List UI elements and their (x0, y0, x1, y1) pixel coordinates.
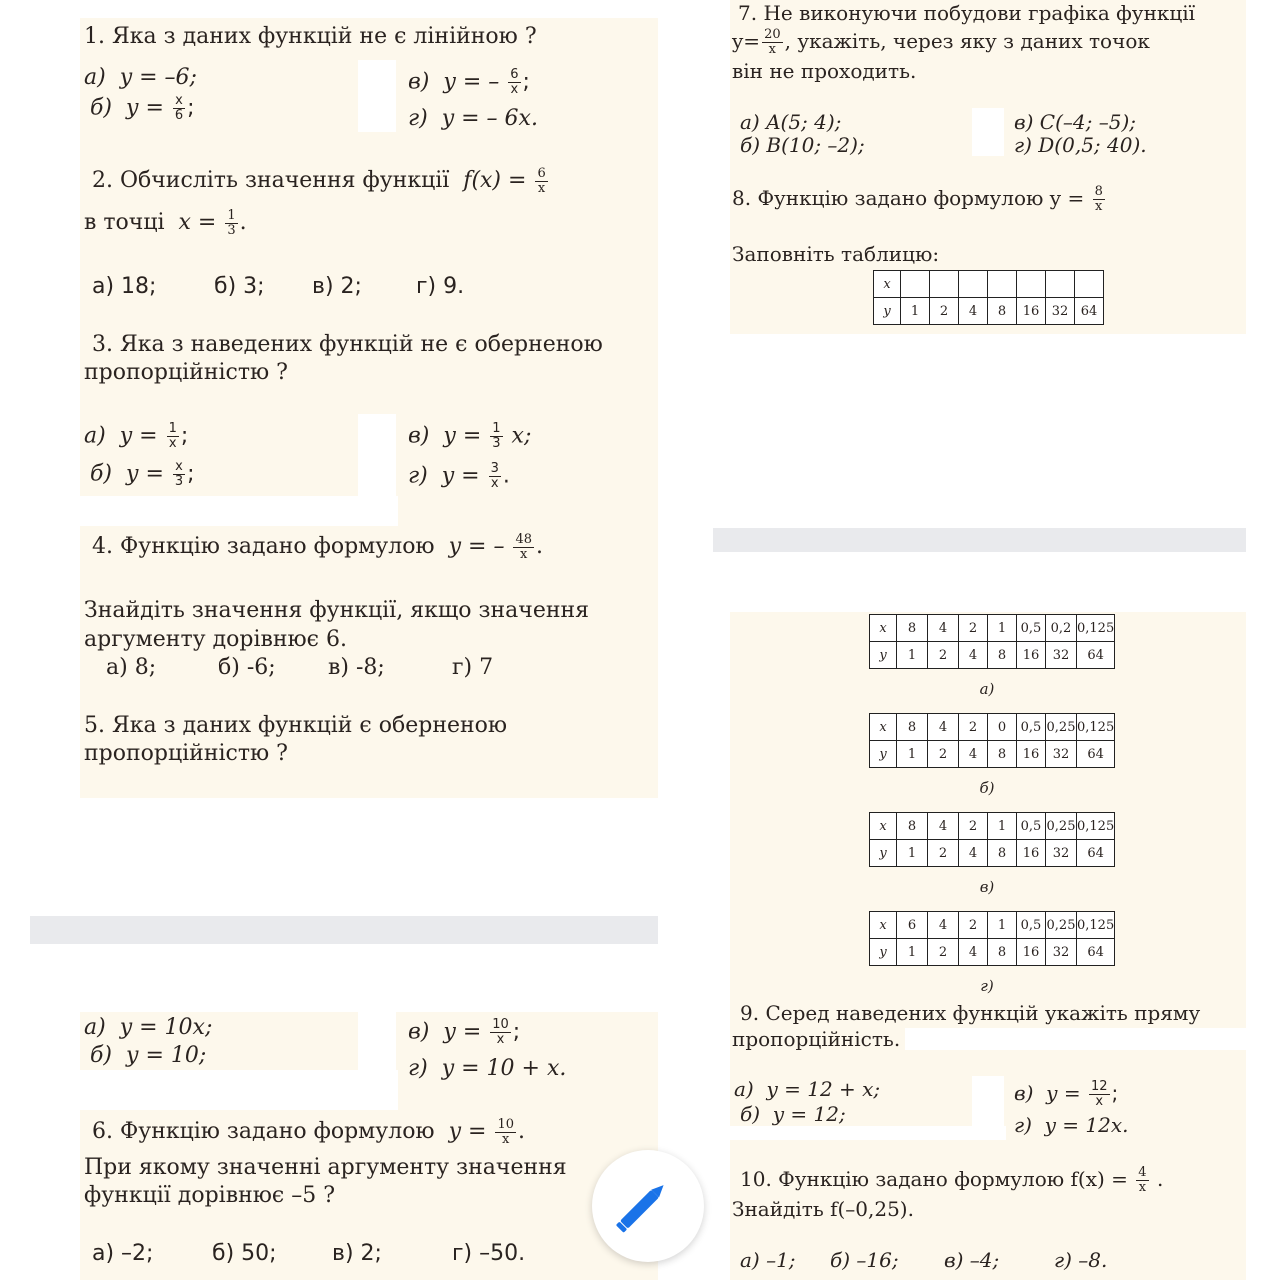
x-cell: 0,125 (1077, 912, 1115, 939)
q3-line2: пропорційністю ? (84, 360, 288, 385)
q8-y-cell: 32 (1046, 298, 1075, 325)
table-row (874, 271, 1104, 298)
q4-option-v[interactable]: в) -8; (328, 655, 385, 680)
table-row (874, 298, 1104, 325)
page-separator-right (713, 528, 1246, 552)
q10-option-v[interactable]: в) –4; (944, 1248, 1000, 1272)
x-header: x (870, 813, 897, 840)
x-cell: 1 (988, 615, 1017, 642)
q5-option-v[interactable]: в) y = $\frac{10}{x}$ ; (408, 1017, 521, 1047)
q7-option-g[interactable]: г) D(0,5; 40). (1014, 133, 1147, 157)
q8-x-cell[interactable] (959, 271, 988, 298)
q8-x-header: x (874, 271, 901, 298)
q1-b-lhs: y = (126, 95, 164, 121)
x-cell: 4 (928, 813, 959, 840)
q1-option-a[interactable] (84, 64, 197, 92)
answer-table-label[interactable]: а) (979, 680, 995, 698)
x-cell: 2 (959, 813, 988, 840)
q3-option-v[interactable]: в) y = $\frac{1}{3}$ x; (408, 421, 532, 451)
pencil-icon (592, 1150, 704, 1262)
q8-y-cell: 1 (901, 298, 930, 325)
x-cell: 8 (897, 813, 928, 840)
q10-line1: 10. Функцію задано формулою f(x) = $\frac{4}{x}$ . (740, 1165, 1164, 1195)
q1-b-label: б) (90, 95, 113, 121)
y-cell: 1 (897, 741, 928, 768)
y-cell: 8 (988, 741, 1017, 768)
q7-option-b[interactable]: б) B(10; –2); (740, 133, 865, 157)
y-cell: 64 (1077, 741, 1115, 768)
table-row (870, 912, 1115, 939)
y-cell: 4 (959, 642, 988, 669)
q5-gap-bottom (80, 1070, 398, 1110)
q8-x-cell[interactable] (988, 271, 1017, 298)
q8-fraction: $\frac{8}{x}$ (1094, 184, 1103, 214)
x-cell: 1 (988, 912, 1017, 939)
y-cell: 8 (988, 642, 1017, 669)
q5-v-fraction: $\frac{10}{x}$ (492, 1017, 509, 1047)
q10-option-a[interactable]: а) –1; (740, 1248, 796, 1272)
q8-y-cell: 8 (988, 298, 1017, 325)
q10-line2: Знайдіть f(–0,25). (732, 1197, 914, 1221)
y-header: y (870, 642, 897, 669)
q1-option-b[interactable]: б) y = $\frac{x}{6}$ ; (90, 93, 195, 123)
table-row (870, 813, 1115, 840)
q9-option-a[interactable]: а) y = 12 + x; (734, 1077, 881, 1101)
q10-option-g[interactable]: г) –8. (1054, 1248, 1108, 1272)
x-cell: 4 (928, 615, 959, 642)
y-cell: 16 (1017, 840, 1046, 867)
answer-table (869, 713, 1115, 768)
q1-a-expr: y = –6; (119, 65, 197, 90)
answer-table (869, 812, 1115, 867)
x-cell: 2 (959, 615, 988, 642)
q4-option-a[interactable]: а) 8; (106, 655, 157, 680)
y-cell: 2 (928, 840, 959, 867)
x-cell: 6 (897, 912, 928, 939)
q6-fraction: $\frac{10}{x}$ (497, 1116, 514, 1147)
q6-option-a[interactable]: а) –2; (92, 1241, 154, 1266)
x-header: x (870, 912, 897, 939)
x-cell: 1 (988, 813, 1017, 840)
y-cell: 8 (988, 840, 1017, 867)
y-header: y (870, 741, 897, 768)
q3-line1: 3. Яка з наведених функцій не є оберненою (92, 332, 603, 357)
x-cell: 8 (897, 714, 928, 741)
x-cell: 2 (959, 912, 988, 939)
x-cell: 0,5 (1017, 813, 1046, 840)
q8-x-cell[interactable] (1046, 271, 1075, 298)
q7-line2: y= $\frac{20}{x}$ , укажіть, через яку з даних точок (732, 27, 1150, 57)
y-cell: 32 (1046, 642, 1077, 669)
q8-line2: Заповніть таблицю: (732, 242, 940, 266)
answer-table-label[interactable]: б) (979, 779, 995, 797)
q3-option-a[interactable]: а) y = $\frac{1}{x}$ ; (84, 421, 189, 451)
q8-y-cell: 2 (930, 298, 959, 325)
q8-fill-table (873, 270, 1104, 325)
q2-option-v[interactable]: в) 2; (312, 274, 362, 299)
q9-v-fraction: $\frac{12}{x}$ (1090, 1079, 1108, 1109)
q2-line2: в точці x = $\frac{1}{3}$ . (84, 207, 247, 238)
q7-option-v[interactable]: в) C(–4; –5); (1014, 110, 1136, 134)
y-cell: 4 (959, 840, 988, 867)
q5-option-a[interactable]: а) y = 10x; (84, 1015, 213, 1040)
q3-a-fraction: $\frac{1}{x}$ (168, 421, 177, 451)
q1-b-fraction: $\frac{x}{6}$ (174, 93, 184, 123)
q2-option-a[interactable]: а) 18; (92, 274, 157, 299)
q5-option-b[interactable]: б) y = 10; (90, 1043, 207, 1068)
answer-table (869, 911, 1115, 966)
y-cell: 64 (1077, 642, 1115, 669)
q3-v-fraction: $\frac{1}{3}$ (492, 421, 501, 451)
answer-table-label[interactable]: г) (980, 977, 994, 995)
q1-option-v[interactable]: в) y = – $\frac{6}{x}$ ; (408, 67, 530, 97)
q3-option-b[interactable]: б) y = $\frac{x}{3}$ ; (90, 459, 195, 489)
q8-y-cell: 16 (1017, 298, 1046, 325)
q2-line1: 2. Обчисліть значення функції f(x) = $\frac{6}{x}$ (92, 165, 546, 196)
x-cell: 0,5 (1017, 714, 1046, 741)
q5-gap (358, 1012, 396, 1070)
q1-v-label: в) (408, 69, 430, 95)
q7-line3: він не проходить. (732, 59, 917, 83)
page-separator-left (30, 916, 658, 944)
q8-y-cell: 64 (1075, 298, 1104, 325)
y-cell: 2 (928, 939, 959, 966)
q7-line1: 7. Не виконуючи побудови графіка функції (738, 1, 1196, 25)
y-cell: 64 (1077, 939, 1115, 966)
y-cell: 32 (1046, 741, 1077, 768)
table-row (870, 714, 1115, 741)
x-header: x (870, 615, 897, 642)
q4-fraction: $\frac{48}{x}$ (515, 531, 532, 562)
q9-option-b[interactable]: б) y = 12; (740, 1102, 846, 1126)
q4-line3: аргументу дорівнює 6. (84, 627, 347, 652)
q6-line2: При якому значенні аргументу значення (84, 1155, 567, 1180)
q4-line1: 4. Функцію задано формулою y = – $\frac{48}{x}$ . (92, 531, 543, 562)
q8-x-cell[interactable] (1075, 271, 1104, 298)
q6-line1: 6. Функцію задано формулою y = $\frac{10}{x}$ . (92, 1116, 525, 1147)
q6-line3: функції дорівнює –5 ? (84, 1183, 336, 1208)
q10-option-b[interactable]: б) –16; (830, 1248, 899, 1272)
q2-x-fraction: $\frac{1}{3}$ (227, 207, 236, 238)
y-cell: 1 (897, 642, 928, 669)
table-row (870, 741, 1115, 768)
q1-title: 1. Яка з даних функцій не є лінійною ? (84, 24, 537, 49)
x-cell: 0,25 (1046, 714, 1077, 741)
q5-option-g[interactable]: г) y = 10 + x. (408, 1056, 567, 1081)
x-cell: 0,5 (1017, 912, 1046, 939)
q4-option-g[interactable]: г) 7 (452, 655, 494, 680)
y-cell: 4 (959, 939, 988, 966)
x-cell: 4 (928, 714, 959, 741)
q8-y-cell: 4 (959, 298, 988, 325)
q3-b-fraction: $\frac{x}{3}$ (174, 459, 184, 489)
table-row (870, 840, 1115, 867)
q6-option-b[interactable]: б) 50; (212, 1241, 277, 1266)
x-cell: 0,25 (1046, 813, 1077, 840)
q9-option-v[interactable]: в) y = $\frac{12}{x}$ ; (1014, 1079, 1119, 1109)
y-cell: 32 (1046, 939, 1077, 966)
q6-option-g[interactable]: г) –50. (452, 1241, 526, 1266)
q5-line2: пропорційністю ? (84, 741, 288, 766)
answer-table-label[interactable]: в) (979, 878, 995, 896)
y-cell: 2 (928, 642, 959, 669)
q7-fraction: $\frac{20}{x}$ (764, 27, 781, 57)
q4-line2: Знайдіть значення функції, якщо значення (84, 598, 590, 623)
q10-fraction: $\frac{4}{x}$ (1138, 1165, 1147, 1195)
y-cell: 16 (1017, 939, 1046, 966)
x-cell: 4 (928, 912, 959, 939)
x-cell: 0,125 (1077, 813, 1115, 840)
q3-gap-bottom (80, 496, 398, 526)
q4-option-b[interactable]: б) -6; (218, 655, 276, 680)
y-cell: 16 (1017, 642, 1046, 669)
answer-table (869, 614, 1115, 669)
q9-gap (972, 1076, 1004, 1126)
table-row (870, 615, 1115, 642)
q8-x-cell[interactable] (930, 271, 959, 298)
y-cell: 8 (988, 939, 1017, 966)
q3-g-fraction: $\frac{3}{x}$ (490, 461, 499, 491)
x-cell: 0,125 (1077, 714, 1115, 741)
q5-line1: 5. Яка з даних функцій є оберненою (84, 713, 508, 738)
q9-line1: 9. Серед наведених функцій укажіть пряму (740, 1001, 1201, 1025)
y-cell: 1 (897, 939, 928, 966)
x-header: x (870, 714, 897, 741)
q9-option-g[interactable]: г) y = 12x. (1014, 1113, 1129, 1137)
q2-option-b[interactable]: б) 3; (214, 274, 265, 299)
q6-option-v[interactable]: в) 2; (332, 1241, 382, 1266)
q9-line2: пропорційність. (732, 1027, 901, 1051)
q1-option-g[interactable]: г) y = – 6x. (408, 106, 538, 131)
x-cell: 8 (897, 615, 928, 642)
q8-x-cell[interactable] (901, 271, 930, 298)
y-cell: 32 (1046, 840, 1077, 867)
x-cell: 2 (959, 714, 988, 741)
q7-option-a[interactable]: а) A(5; 4); (740, 110, 842, 134)
q7-gap (972, 108, 1004, 156)
q1-gap (358, 60, 396, 132)
q1-a-label: а) (84, 65, 106, 90)
y-header: y (870, 840, 897, 867)
x-cell: 0,25 (1046, 912, 1077, 939)
y-header: y (870, 939, 897, 966)
q2-option-g[interactable]: г) 9. (416, 274, 465, 299)
y-cell: 64 (1077, 840, 1115, 867)
y-cell: 16 (1017, 741, 1046, 768)
x-cell: 0,125 (1077, 615, 1115, 642)
q2-f-fraction: $\frac{6}{x}$ (537, 165, 546, 196)
q3-option-g[interactable]: г) y = $\frac{3}{x}$ . (408, 461, 510, 491)
q8-x-cell[interactable] (1017, 271, 1046, 298)
q1-g-label: г) (408, 106, 428, 131)
q9-gap-bottom (730, 1126, 1006, 1140)
q8-y-header: y (874, 298, 901, 325)
y-cell: 1 (897, 840, 928, 867)
table-row (870, 642, 1115, 669)
edit-button[interactable] (592, 1150, 704, 1262)
q1-v-fraction: $\frac{6}{x}$ (510, 67, 519, 97)
x-cell: 0 (988, 714, 1017, 741)
y-cell: 2 (928, 741, 959, 768)
q3-gap (358, 414, 396, 496)
q9-title-gap (905, 1028, 1246, 1050)
q8-line1: 8. Функцію задано формулою y = $\frac{8}{x}$ (732, 184, 1103, 214)
y-cell: 4 (959, 741, 988, 768)
table-row (870, 939, 1115, 966)
x-cell: 0,5 (1017, 615, 1046, 642)
x-cell: 0,2 (1046, 615, 1077, 642)
